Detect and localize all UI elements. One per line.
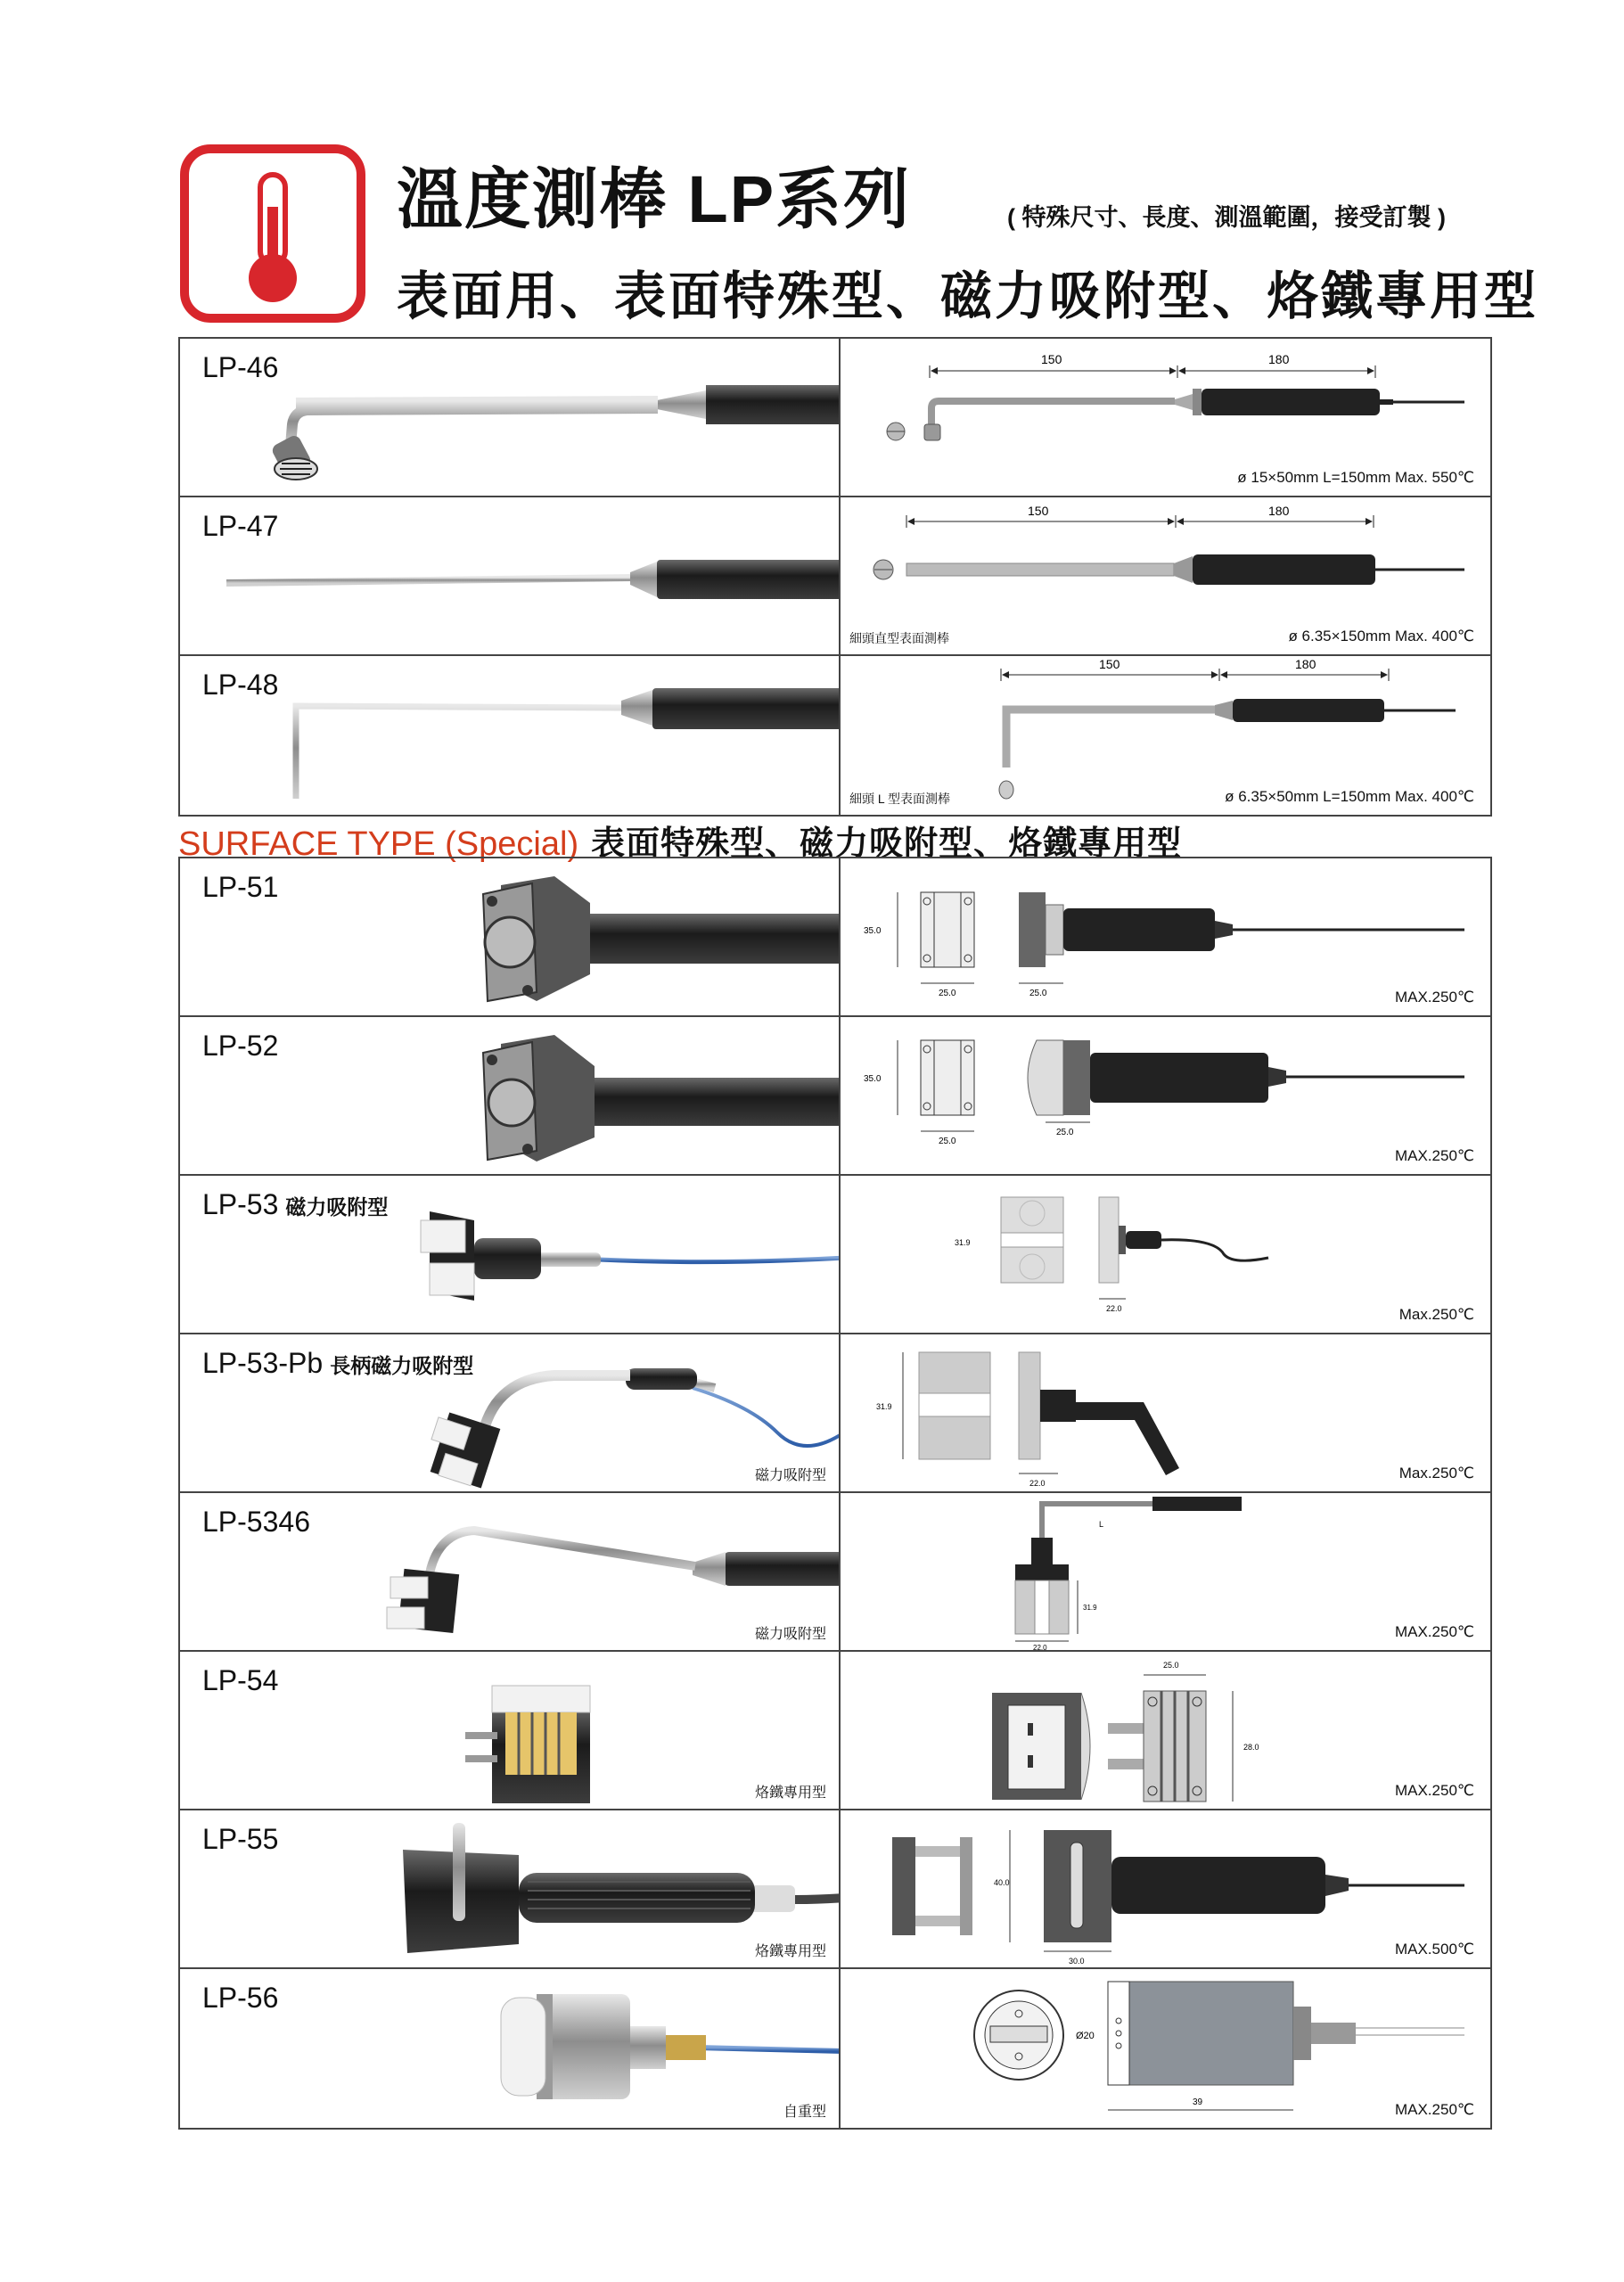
page-subtitle: 表面用、表面特殊型、磁力吸附型、烙鐵專用型 xyxy=(397,267,1539,325)
product-row xyxy=(180,1176,1490,1334)
spec-text: ø 6.35×150mm Max. 400℃ xyxy=(1288,628,1474,644)
dim-depth: 25.0 xyxy=(1029,989,1047,998)
type-caption: 磁力吸附型 xyxy=(754,1468,826,1483)
probe-table-special xyxy=(178,857,1492,2130)
model-code: LP-53 xyxy=(202,1188,279,1220)
model-label: LP-52 xyxy=(202,1030,279,1062)
model-label: LP-56 xyxy=(202,1982,279,2014)
probe-photo xyxy=(180,1652,841,1809)
drawing-cell xyxy=(841,497,1490,654)
technical-drawing xyxy=(841,1652,1490,1809)
product-photo-cell xyxy=(180,1652,841,1809)
model-code: LP-53-Pb xyxy=(202,1347,324,1379)
product-row xyxy=(180,1810,1490,1969)
type-caption: 烙鐵專用型 xyxy=(754,1944,826,1959)
product-photo-cell xyxy=(180,1810,841,1967)
page-title: 溫度測棒 LP系列 xyxy=(397,162,912,236)
model-label: LP-47 xyxy=(202,510,279,542)
product-photo-cell xyxy=(180,1334,841,1491)
model-label: LP-55 xyxy=(202,1823,279,1855)
dim-depth: 22.0 xyxy=(1106,1304,1122,1313)
probe-photo xyxy=(180,1176,841,1333)
technical-drawing xyxy=(841,1810,1490,1967)
spec-text: MAX.500℃ xyxy=(1394,1941,1474,1958)
product-photo-cell xyxy=(180,1969,841,2128)
dim-length: 150 xyxy=(1028,504,1049,518)
probe-photo xyxy=(180,1017,841,1174)
dim-width: 30.0 xyxy=(1069,1957,1085,1966)
dim-handle: 180 xyxy=(1268,352,1290,366)
model-label: LP-54 xyxy=(202,1664,279,1696)
dim-length: L xyxy=(1099,1520,1104,1529)
dim-height: 35.0 xyxy=(864,926,882,936)
product-photo-cell xyxy=(180,1017,841,1174)
dim-handle: 180 xyxy=(1268,504,1290,518)
dim-height: 40.0 xyxy=(994,1878,1010,1887)
technical-drawing xyxy=(841,1017,1490,1174)
product-row xyxy=(180,1017,1490,1176)
dim-length: 39 xyxy=(1193,2097,1203,2107)
spec-text: ø 6.35×50mm L=150mm Max. 400℃ xyxy=(1225,788,1474,805)
probe-table-standard xyxy=(178,337,1492,817)
probe-photo xyxy=(180,858,841,1015)
dim-height: 31.9 xyxy=(955,1238,971,1247)
probe-photo xyxy=(180,339,841,496)
model-label: LP-51 xyxy=(202,871,279,903)
drawing-cell xyxy=(841,1176,1490,1333)
type-caption: 自重型 xyxy=(783,2105,826,2120)
technical-drawing xyxy=(841,1969,1490,2128)
product-photo-cell xyxy=(180,339,841,496)
product-row xyxy=(180,656,1490,815)
spec-text: Max.250℃ xyxy=(1398,1306,1474,1323)
drawing-cell xyxy=(841,1810,1490,1967)
model-type: 長柄磁力吸附型 xyxy=(330,1354,474,1377)
dim-handle: 180 xyxy=(1295,657,1316,671)
spec-text: MAX.250℃ xyxy=(1394,1623,1474,1640)
dim-height: 31.9 xyxy=(1083,1604,1097,1612)
technical-drawing xyxy=(841,1176,1490,1333)
drawing-cell xyxy=(841,1017,1490,1174)
drawing-note: 細頭直型表面測棒 xyxy=(849,631,949,645)
type-caption: 烙鐵專用型 xyxy=(754,1785,826,1801)
model-label: LP-46 xyxy=(202,351,279,383)
spec-text: MAX.250℃ xyxy=(1394,1782,1474,1799)
type-caption: 磁力吸附型 xyxy=(754,1627,826,1642)
product-photo-cell xyxy=(180,497,841,654)
product-row xyxy=(180,858,1490,1017)
product-row xyxy=(180,497,1490,656)
dim-height: 31.9 xyxy=(876,1402,892,1411)
probe-photo xyxy=(180,1969,841,2128)
dim-height: 28.0 xyxy=(1243,1743,1259,1752)
spec-text: MAX.250℃ xyxy=(1394,2101,1474,2118)
model-type: 磁力吸附型 xyxy=(285,1195,389,1219)
dim-depth: 22.0 xyxy=(1029,1479,1046,1488)
product-photo-cell xyxy=(180,858,841,1015)
dim-width: 25.0 xyxy=(1163,1661,1179,1670)
product-row xyxy=(180,1493,1490,1652)
dim-width: 22.0 xyxy=(1033,1644,1047,1652)
probe-photo xyxy=(180,497,841,654)
model-label: LP-48 xyxy=(202,669,279,701)
drawing-cell xyxy=(841,1493,1490,1650)
dim-width: 25.0 xyxy=(939,989,956,998)
dim-length: 150 xyxy=(1099,657,1120,671)
spec-text: MAX.250℃ xyxy=(1394,989,1474,1006)
product-photo-cell xyxy=(180,1176,841,1333)
thermometer-logo xyxy=(180,144,365,323)
thermometer-icon xyxy=(189,153,357,314)
dim-length: 150 xyxy=(1041,352,1062,366)
drawing-cell xyxy=(841,858,1490,1015)
drawing-cell xyxy=(841,339,1490,496)
dim-diameter: Ø20 xyxy=(1076,2031,1095,2041)
section-title-zh: 表面特殊型、磁力吸附型、烙鐵專用型 xyxy=(591,825,1183,863)
drawing-cell xyxy=(841,656,1490,815)
dim-height: 35.0 xyxy=(864,1074,882,1084)
spec-text: ø 15×50mm L=150mm Max. 550℃ xyxy=(1237,469,1474,486)
product-row xyxy=(180,1652,1490,1810)
technical-drawing xyxy=(841,1334,1490,1491)
drawing-note: 細頭 L 型表面測棒 xyxy=(849,792,951,806)
drawing-cell xyxy=(841,1334,1490,1491)
product-row xyxy=(180,339,1490,497)
technical-drawing xyxy=(841,1493,1490,1650)
drawing-cell xyxy=(841,1652,1490,1809)
probe-photo xyxy=(180,1334,841,1491)
dim-width: 25.0 xyxy=(939,1137,956,1146)
product-photo-cell xyxy=(180,1493,841,1650)
product-photo-cell xyxy=(180,656,841,815)
custom-order-note: ( 特殊尺寸、長度、測溫範圍，接受訂製 ) xyxy=(1007,204,1446,231)
dim-depth: 25.0 xyxy=(1056,1128,1074,1137)
spec-text: MAX.250℃ xyxy=(1394,1147,1474,1164)
section-title-en: SURFACE TYPE (Special) xyxy=(178,825,579,863)
probe-photo xyxy=(180,1493,841,1650)
spec-text: Max.250℃ xyxy=(1398,1465,1474,1482)
technical-drawing xyxy=(841,858,1490,1015)
drawing-cell xyxy=(841,1969,1490,2128)
product-row xyxy=(180,1334,1490,1493)
probe-photo xyxy=(180,1810,841,1967)
probe-photo xyxy=(180,656,841,815)
product-row xyxy=(180,1969,1490,2128)
model-label: LP-5346 xyxy=(202,1506,310,1538)
